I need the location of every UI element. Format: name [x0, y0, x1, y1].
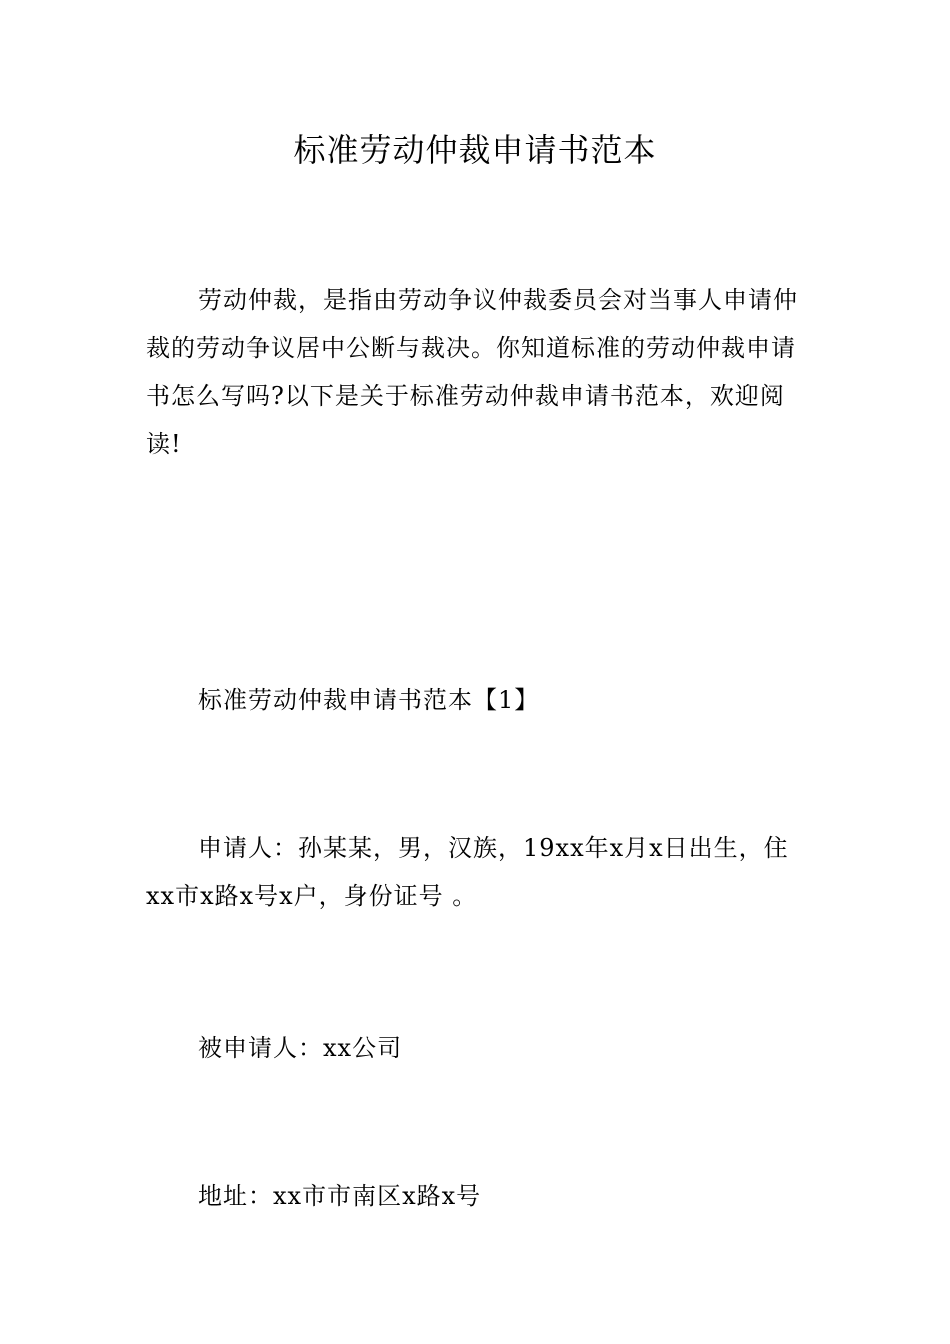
section-heading: 标准劳动仲裁申请书范本【1】	[198, 686, 540, 714]
applicant-paragraph: 申请人：孙某某，男，汉族，19xx年x月x日出生，住xx市x路x号x户，身份证号 。	[146, 834, 789, 910]
intro-paragraph: 劳动仲裁，是指由劳动争议仲裁委员会对当事人申请仲裁的劳动争议居中公断与裁决。你知道标准的劳动仲裁申请书怎么写吗?以下是关于标准劳动仲裁申请书范本，欢迎阅读!	[146, 286, 798, 458]
address-paragraph: 地址：xx市市南区x路x号	[198, 1182, 482, 1210]
respondent-paragraph: 被申请人：xx公司	[198, 1034, 403, 1062]
document-title: 标准劳动仲裁申请书范本	[293, 131, 657, 169]
